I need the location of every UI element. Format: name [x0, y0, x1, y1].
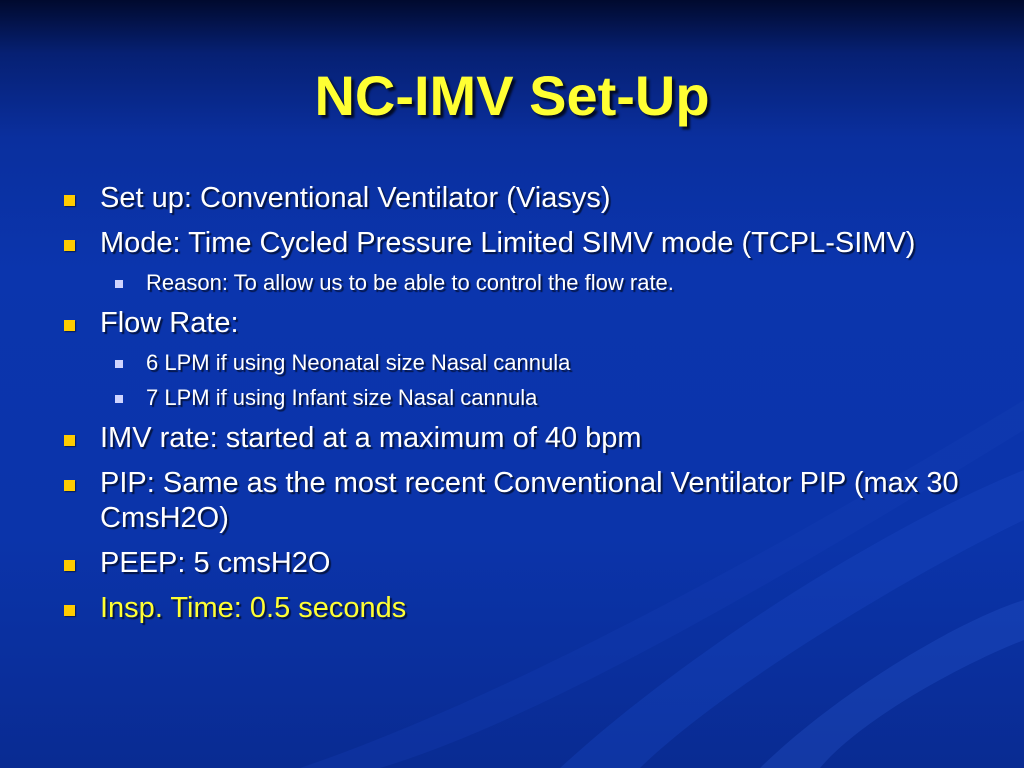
bullet-text: Set up: Conventional Ventilator (Viasys): [100, 182, 611, 214]
bullet-square-icon: [64, 320, 75, 331]
sub-bullet-text: 6 LPM if using Neonatal size Nasal cannula: [146, 350, 571, 375]
bullet-item: [62, 546, 962, 581]
sub-bullet-item: [62, 384, 962, 412]
bullet-text: PEEP: 5 cmsH2O: [100, 547, 331, 579]
slide-title: NC-IMV Set-Up: [314, 64, 710, 127]
bullet-text: IMV rate: started at a maximum of 40 bpm: [100, 422, 642, 454]
bullet-square-icon: [64, 195, 75, 206]
bullet-square-icon: [64, 435, 75, 446]
bullet-item: [62, 466, 962, 536]
bullet-square-icon: [64, 240, 75, 251]
bullet-text: PIP: Same as the most recent Conventional Ventilator PIP (max 30 CmsH2O): [100, 467, 959, 534]
sub-bullet-text: Reason: To allow us to be able to control the flow rate.: [146, 270, 674, 295]
sub-bullet-item: [62, 269, 962, 297]
bullet-list: [62, 181, 962, 636]
sub-bullet-text: 7 LPM if using Infant size Nasal cannula: [146, 385, 538, 410]
bullet-text: Mode: Time Cycled Pressure Limited SIMV mode (TCPL-SIMV): [100, 227, 916, 259]
bullet-item: [62, 421, 962, 456]
bullet-item: [62, 181, 962, 216]
sub-bullet-square-icon: [115, 360, 123, 368]
bullet-item: [62, 306, 962, 341]
sub-bullet-square-icon: [115, 280, 123, 288]
bullet-square-icon: [64, 605, 75, 616]
bullet-square-icon: [64, 480, 75, 491]
bullet-text: Flow Rate:: [100, 307, 239, 339]
bullet-text: Insp. Time: 0.5 seconds: [100, 592, 407, 624]
bullet-item-highlighted: [62, 591, 962, 626]
bullet-item: [62, 226, 962, 261]
sub-bullet-square-icon: [115, 395, 123, 403]
sub-bullet-item: [62, 349, 962, 377]
bullet-square-icon: [64, 560, 75, 571]
